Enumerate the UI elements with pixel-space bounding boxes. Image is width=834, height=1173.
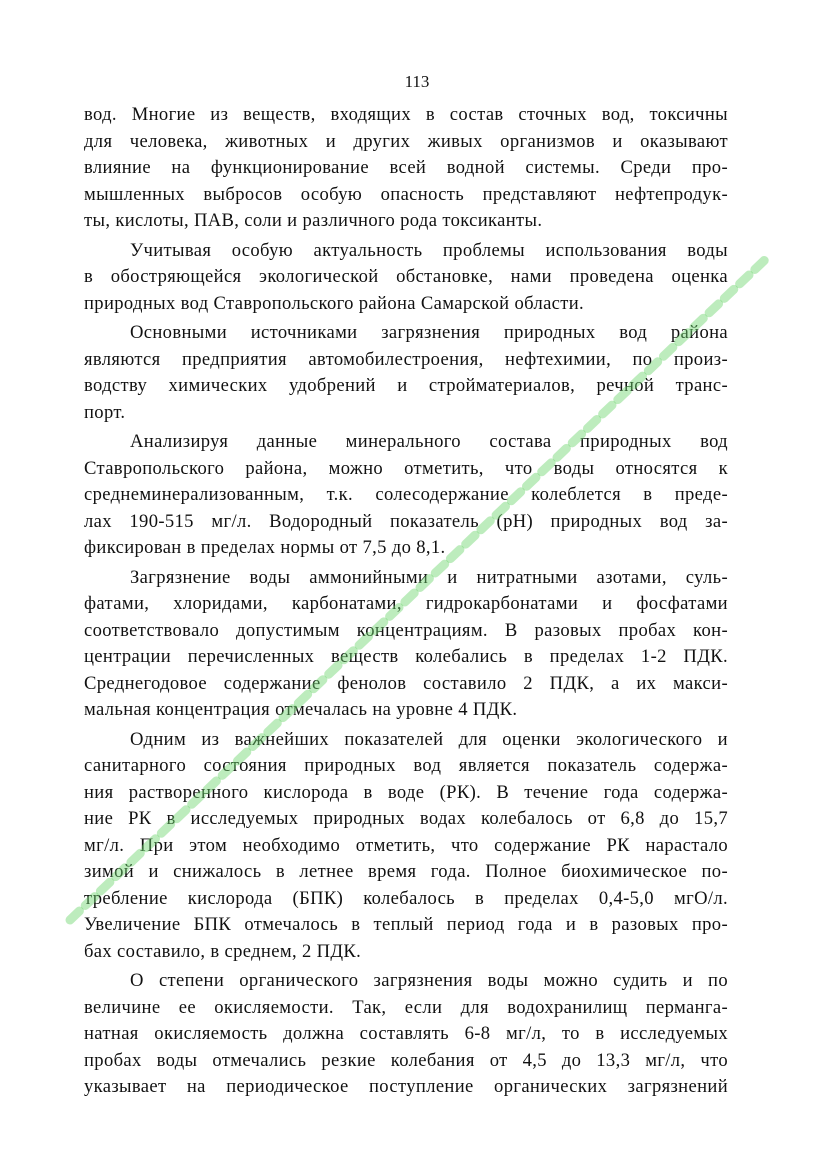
text-line: лах 190-515 мг/л. Водородный показатель (pH) природных вод за- [84, 510, 728, 532]
text-line: Учитывая особую актуальность проблемы использования воды [130, 239, 728, 261]
body-text [84, 102, 728, 1104]
text-line: О степени органического загрязнения воды можно судить и по [130, 970, 728, 991]
text-line: указывает на периодическое поступление органических загрязнений [84, 1076, 728, 1097]
paragraph [84, 238, 728, 318]
text-line: натная окисляемость должна составлять 6-8 мг/л, то в исследуемых [84, 1023, 728, 1044]
text-line: Анализируя данные минерального состава природных вод [130, 431, 728, 452]
watermark-segment [70, 911, 79, 920]
watermark-segment [755, 261, 764, 270]
text-line: Основными источниками загрязнения природных вод района [130, 322, 728, 343]
text-line: соответствовало допустимым концентрациям. В разовых пробах кон- [84, 619, 728, 641]
text-line: природных вод Ставропольского района Самарской области. [84, 292, 585, 314]
watermark-segment [740, 275, 749, 284]
text-line: ния растворенного кислорода в воде (РК). В течение года содержа- [84, 781, 728, 803]
text-line: Загрязнение воды аммонийными и нитратными азотами, суль- [130, 566, 728, 588]
text-line: Увеличение БПК отмечалось в теплый период года и в разовых про- [84, 914, 728, 935]
paragraph [84, 727, 728, 966]
text-line: требление кислорода (БПК) колебалось в пределах 0,4-5,0 мгО/л. [84, 887, 728, 909]
text-line: порт. [84, 401, 126, 423]
text-line: санитарного состояния природных вод является показатель содержа- [84, 755, 728, 776]
text-line: фатами, хлоридами, карбонатами, гидрокарбонатами и фосфатами [84, 593, 728, 614]
paragraph [84, 429, 728, 562]
text-line: водству химических удобрений и стройматериалов, речной транс- [84, 375, 728, 396]
paragraph [84, 320, 728, 426]
text-line: для человека, животных и других живых организмов и оказывают [84, 130, 728, 152]
paragraph [84, 565, 728, 724]
text-line: вод. Многие из веществ, входящих в состав сточных вод, токсичны [84, 104, 728, 125]
text-line: мальная концентрация отмечалась на уровне 4 ПДК. [84, 699, 518, 720]
paragraph [84, 102, 728, 235]
text-line: ние РК в исследуемых природных водах колебалось от 6,8 до 15,7 [84, 808, 728, 829]
paragraph [84, 968, 728, 1101]
text-line: среднеминерализованным, т.к. солесодержание колеблется в преде- [84, 484, 728, 505]
text-line: центрации перечисленных веществ колебались в пределах 1-2 ПДК. [84, 646, 728, 667]
text-line: Среднегодовое содержание фенолов составило 2 ПДК, а их макси- [84, 672, 728, 694]
text-line: Ставропольского района, можно отметить, что воды относятся к [84, 457, 728, 479]
text-line: являются предприятия автомобилестроения, нефтехимии, по произ- [84, 348, 728, 370]
text-line: фиксирован в пределах нормы от 7,5 до 8,1. [84, 537, 446, 558]
text-line: в обостряющейся экологической обстановке, нами проведена оценка [84, 266, 728, 287]
text-line: пробах воды отмечались резкие колебания от 4,5 до 13,3 мг/л, что [84, 1049, 728, 1071]
page-number: 113 [404, 72, 430, 91]
text-line: величине ее окисляемости. Так, если для водохранилищ перманга- [84, 996, 728, 1018]
text-line: Одним из важнейших показателей для оценки экологического и [130, 728, 728, 750]
text-line: бах составило, в среднем, 2 ПДК. [84, 940, 362, 962]
text-line: влияние на функционирование всей водной системы. Среди про- [84, 157, 728, 178]
text-line: мышленных выбросов особую опасность представляют нефтепродук- [84, 183, 728, 205]
text-line: мг/л. При этом необходимо отметить, что содержание РК нарастало [84, 834, 728, 856]
text-line: ты, кислоты, ПАВ, соли и различного рода токсиканты. [84, 210, 543, 231]
text-line: зимой и снижалось в летнее время года. Полное биохимическое по- [84, 861, 728, 882]
